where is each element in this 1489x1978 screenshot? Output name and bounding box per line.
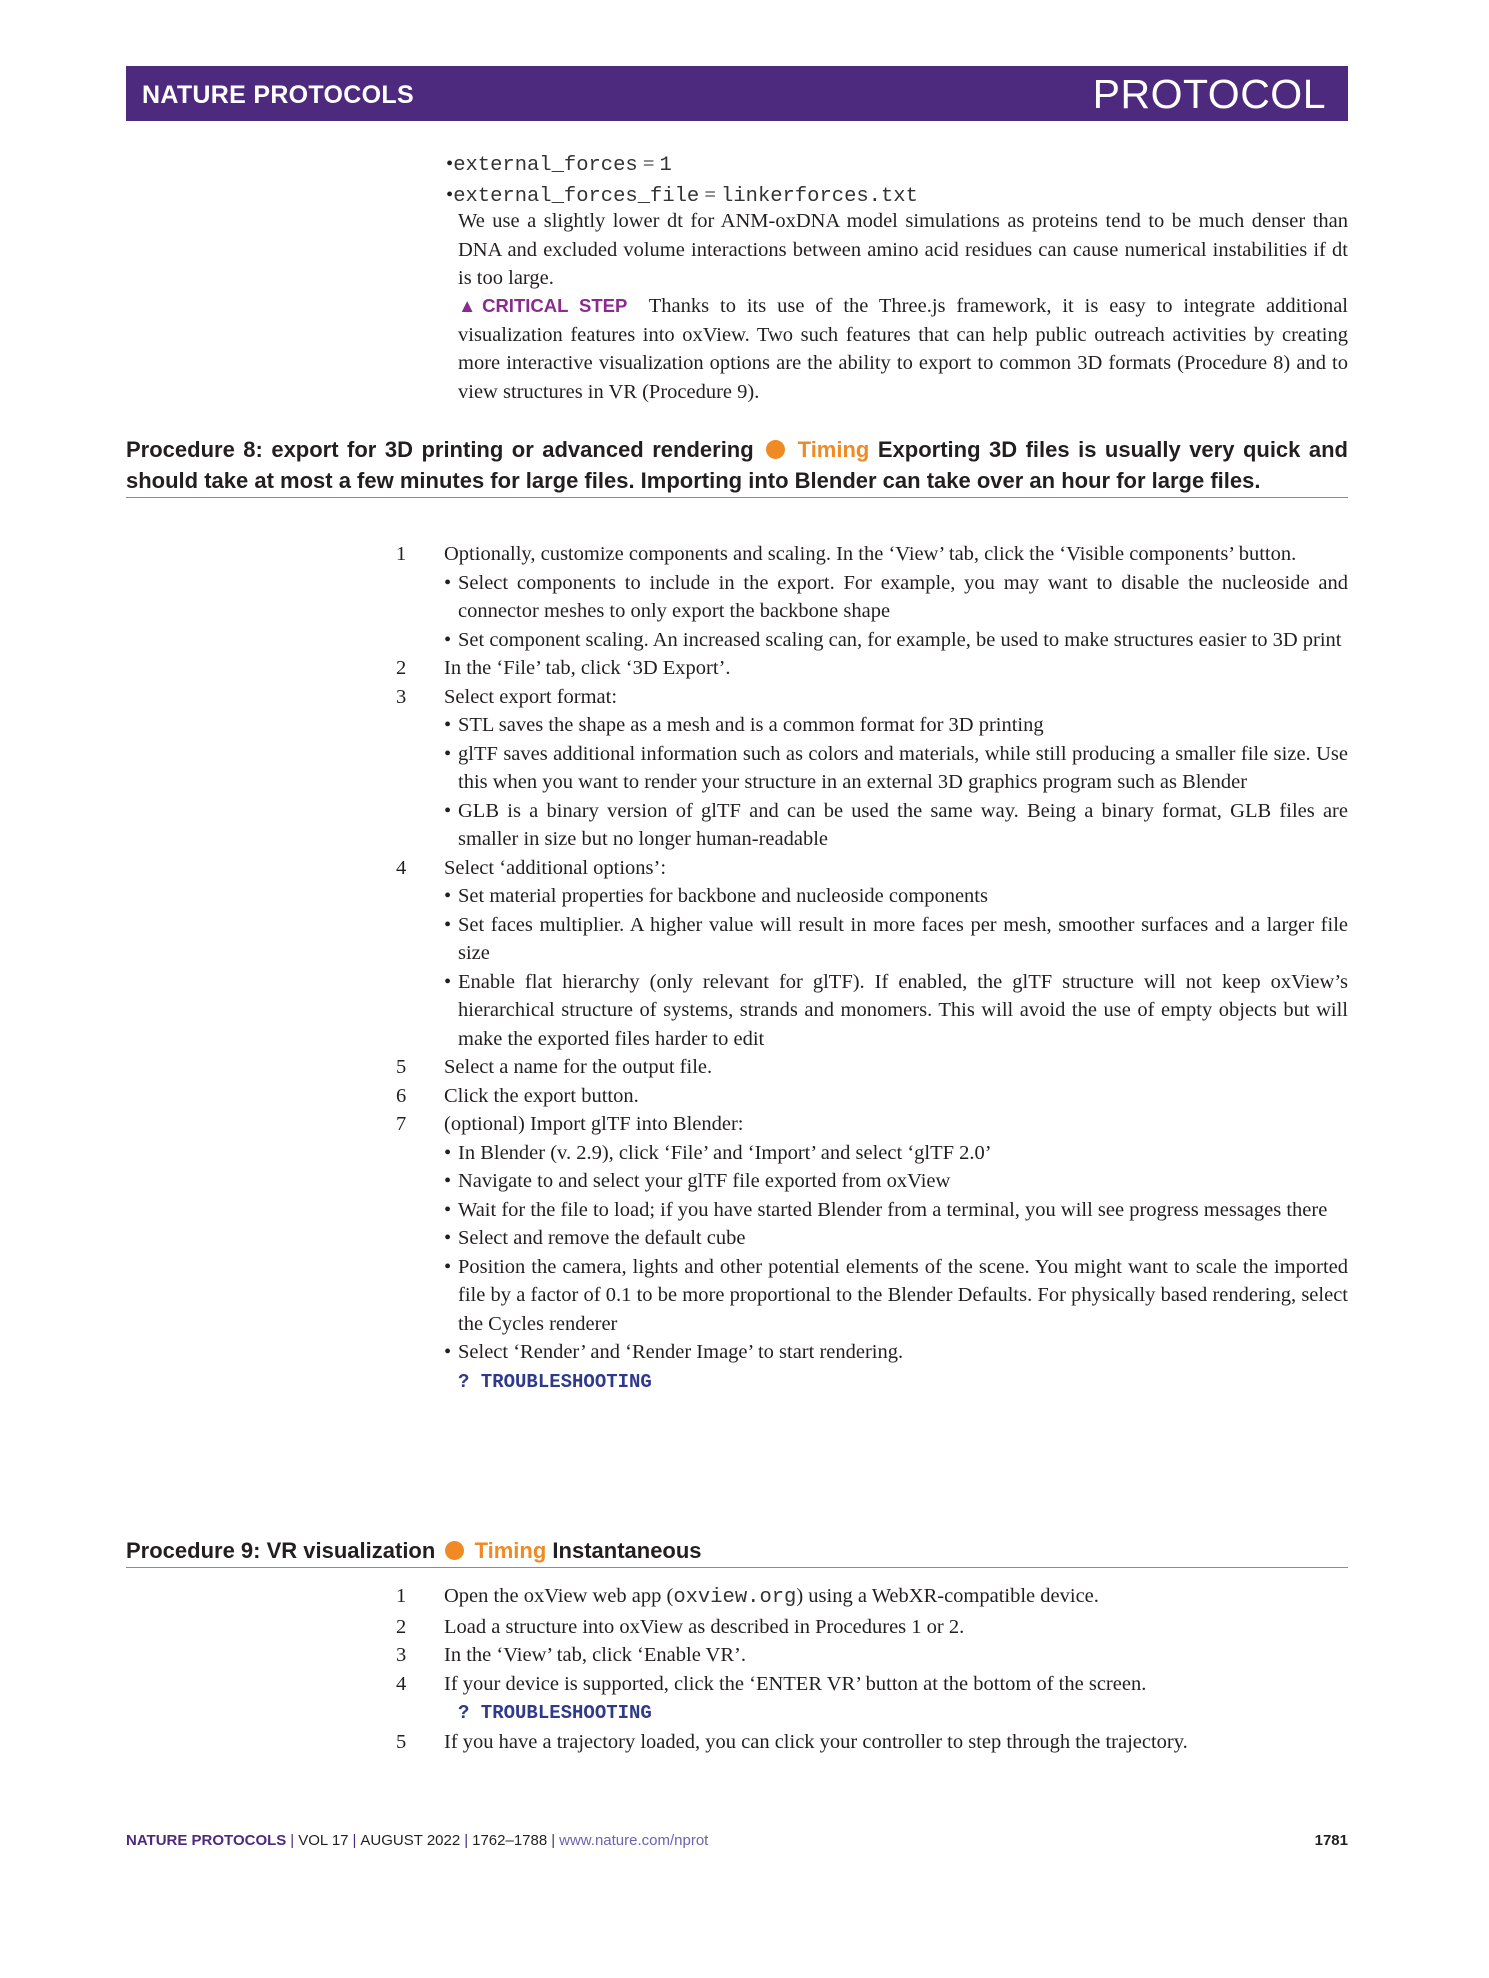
footer-date: AUGUST 2022	[360, 1832, 461, 1849]
step-item: 3 Select export format: • STL saves the shape as a mesh and is a common format for 3D printing • glTF saves additional information such as colors and materials, while still producing a smaller file size. Use this when you want to render your structure in an external 3D graphics program such as Blender • GLB is a binary version of glTF and can be used the same way. Being a binary format, GLB files are smaller in size but no longer human-readable	[396, 683, 1348, 854]
bullet-item: • Select ‘Render’ and ‘Render Image’ to start rendering.	[444, 1338, 1348, 1367]
bullet-item: • Select and remove the default cube	[444, 1224, 1348, 1253]
bullet-item: • In Blender (v. 2.9), click ‘File’ and ‘Import’ and select ‘glTF 2.0’	[444, 1139, 1348, 1168]
procedure-9-heading: Procedure 9: VR visualization Timing Instantaneous	[126, 1535, 1348, 1568]
bullet-item: • GLB is a binary version of glTF and can be used the same way. Being a binary format, GLB files are smaller in size but no longer human-readable	[444, 797, 1348, 854]
step-item: 5 Select a name for the output file.	[396, 1056, 713, 1078]
header-banner	[126, 66, 1348, 121]
critical-step-text: Thanks to its use of the Three.js framework, it is easy to integrate additional visualization features into oxView. Two such features that can help public outreach activities by creating more interactive visualization options are the ability to export to common 3D formats (Procedure 8) and to view structures in VR (Procedure 9).	[458, 295, 1348, 403]
footer-url[interactable]: www.nature.com/nprot	[559, 1832, 709, 1849]
timing-label: Timing	[797, 437, 870, 462]
timing-label: Timing	[474, 1538, 547, 1563]
step-item: 7 (optional) Import glTF into Blender: • In Blender (v. 2.9), click ‘File’ and ‘Import’ and select ‘glTF 2.0’ • Navigate to and select your glTF file exported from oxView • Wait for the file to load; if you have started Blender from a terminal, you will see progress messages there • Select and remove the default cube • Position the camera, lights and other potential elements of the scene. You might want to scale the imported file by a factor of 0.1 to be more proportional to the Blender Defaults. For physically based rendering, select the Cycles renderer • Select ‘Render’ and ‘Render Image’ to start rendering. ? TROUBLESHOOTING	[396, 1110, 1348, 1396]
step-item: 2 In the ‘File’ tab, click ‘3D Export’.	[396, 657, 731, 679]
intro-paragraph: We use a slightly lower dt for ANM-oxDNA model simulations as proteins tend to be much denser than DNA and excluded volume interactions between amino acid residues can cause numerical instabilities if dt is too large.	[458, 210, 1348, 289]
step-item: 6 Click the export button.	[396, 1084, 639, 1107]
bullet-item: • Set component scaling. An increased scaling can, for example, be used to make structures easier to 3D print	[444, 626, 1348, 655]
step-item: 5 If you have a trajectory loaded, you can click your controller to step through the trajectory.	[396, 1730, 1188, 1753]
procedure-8-steps	[396, 540, 1348, 1396]
param-item: •external_forces = 1	[446, 153, 672, 177]
footer-pages: 1762–1788	[472, 1832, 548, 1849]
bullet-item: • STL saves the shape as a mesh and is a common format for 3D printing	[444, 711, 1348, 740]
timing-dot-icon	[445, 1541, 464, 1560]
bullet-item: • Select components to include in the export. For example, you may want to disable the nucleoside and connector meshes to only export the backbone shape	[444, 569, 1348, 626]
footer-journal: NATURE PROTOCOLS	[126, 1832, 287, 1849]
step-item: 4 Select ‘additional options’: • Set material properties for backbone and nucleoside components • Set faces multiplier. A higher value will result in more faces per mesh, smoother surfaces and a larger file size • Enable flat hierarchy (only relevant for glTF). If enabled, the glTF structure will not keep oxView’s hierarchical structure of systems, strands and monomers. This will avoid the use of empty objects but will make the exported files harder to edit	[396, 854, 1348, 1054]
param-item: •external_forces_file = linkerforces.txt	[446, 183, 918, 208]
journal-name: NATURE PROTOCOLS	[142, 81, 414, 109]
page-footer: NATURE PROTOCOLS | VOL 17 | AUGUST 2022 | 1762–1788 | www.nature.com/nprot 1781	[126, 1832, 1348, 1849]
procedure-9-steps	[396, 1582, 1348, 1756]
parameter-list	[446, 150, 1348, 211]
troubleshooting-link[interactable]: ? TROUBLESHOOTING	[458, 1702, 652, 1724]
step-item: 4 If your device is supported, click the ‘ENTER VR’ button at the bottom of the screen. ? TROUBLESHOOTING	[396, 1672, 1147, 1724]
bullet-item: • Navigate to and select your glTF file exported from oxView	[444, 1167, 1348, 1196]
critical-step	[458, 292, 1348, 406]
step-item: 1 Open the oxView web app (oxview.org) using a WebXR-compatible device.	[396, 1585, 1099, 1609]
bullet-item: • glTF saves additional information such as colors and materials, while still producing a smaller file size. Use this when you want to render your structure in an external 3D graphics program such as Blender	[444, 740, 1348, 797]
critical-step-label: ▲CRITICAL STEP	[458, 295, 628, 316]
procedure-8-heading: Procedure 8: export for 3D printing or advanced rendering Timing Exporting 3D files is usually very quick and should take at most a few minutes for large files. Importing into Blender can take over an hour for large files.	[126, 434, 1348, 498]
step-item: 2 Load a structure into oxView as described in Procedures 1 or 2.	[396, 1615, 965, 1638]
troubleshooting-link[interactable]: ? TROUBLESHOOTING	[458, 1370, 652, 1393]
page-number: 1781	[1314, 1832, 1348, 1849]
article-type: PROTOCOL	[1092, 71, 1326, 117]
timing-text: Instantaneous	[552, 1538, 702, 1563]
footer-volume: VOL 17	[298, 1832, 349, 1849]
bullet-item: • Set faces multiplier. A higher value will result in more faces per mesh, smoother surfaces and a larger file size	[444, 911, 1348, 968]
step-item: 3 In the ‘View’ tab, click ‘Enable VR’.	[396, 1644, 746, 1666]
bullet-item: • Position the camera, lights and other potential elements of the scene. You might want to scale the imported file by a factor of 0.1 to be more proportional to the Blender Defaults. For physically based rendering, select the Cycles renderer	[444, 1253, 1348, 1339]
oxview-link[interactable]: oxview.org	[673, 1586, 797, 1609]
bullet-item: • Set material properties for backbone and nucleoside components	[444, 882, 1348, 911]
timing-text: Exporting 3D files is usually very quick and should take at most a few minutes for large files. Importing into Blender can take over an hour for large files.	[126, 437, 1348, 493]
timing-dot-icon	[766, 440, 785, 459]
bullet-item: • Enable flat hierarchy (only relevant for glTF). If enabled, the glTF structure will not keep oxView’s hierarchical structure of systems, strands and monomers. This will avoid the use of empty objects but will make the exported files harder to edit	[444, 968, 1348, 1054]
step-item: 1 Optionally, customize components and scaling. In the ‘View’ tab, click the ‘Visible components’ button. • Select components to include in the export. For example, you may want to disable the nucleoside and connector meshes to only export the backbone shape • Set component scaling. An increased scaling can, for example, be used to make structures easier to 3D print	[396, 540, 1348, 654]
bullet-item: • Wait for the file to load; if you have started Blender from a terminal, you will see progress messages there	[444, 1196, 1348, 1225]
